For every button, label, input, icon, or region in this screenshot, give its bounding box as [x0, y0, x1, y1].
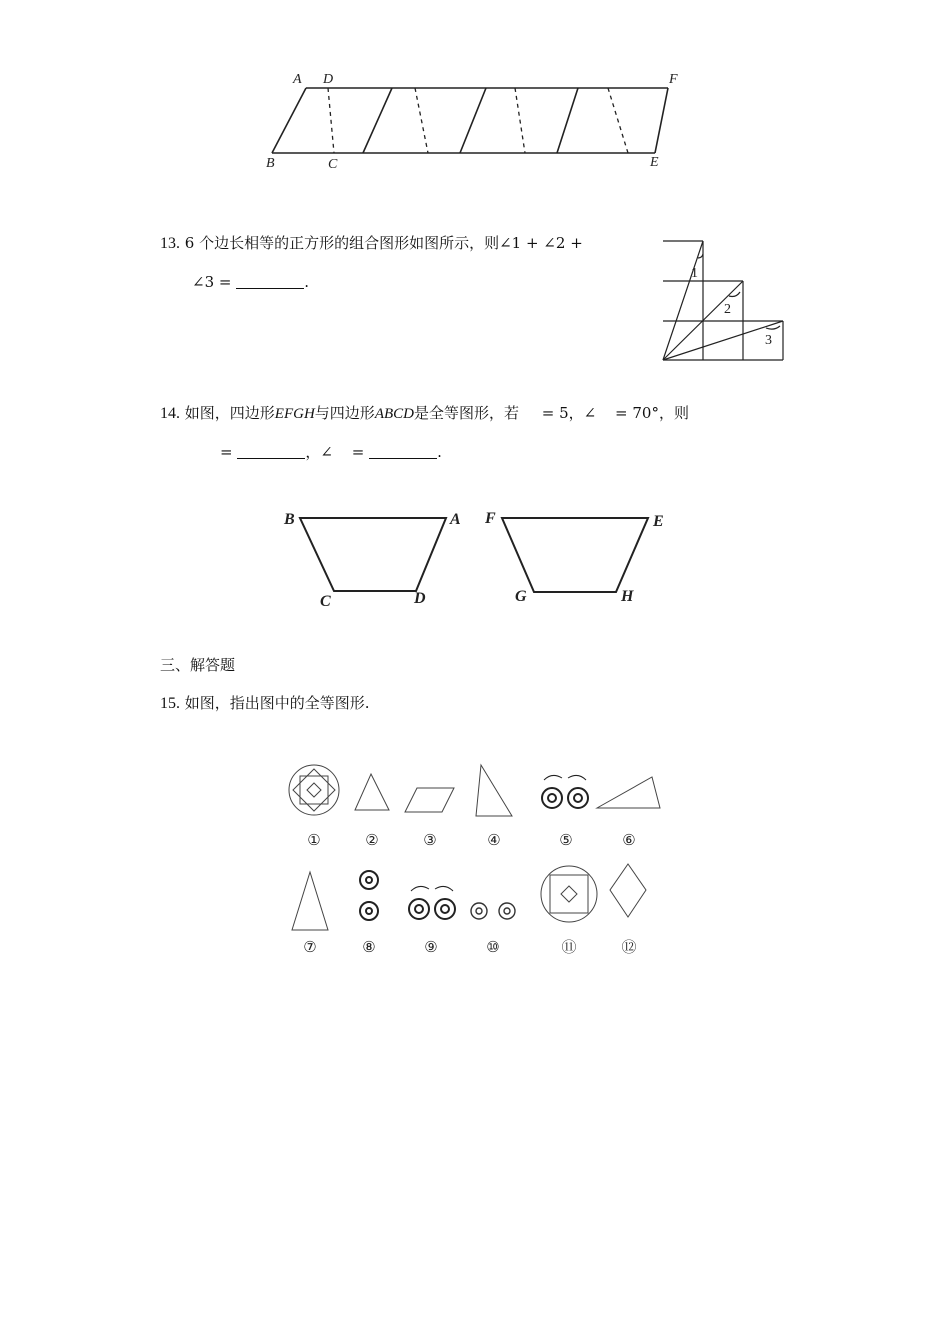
q13-text-line2: ∠3 =: [192, 273, 232, 291]
q14-text-c: 是全等图形，若: [413, 404, 519, 422]
q14-text-a: 如图，四边形: [184, 404, 275, 422]
q14-eq1: =: [220, 443, 233, 461]
shape-label-11: ⑪: [561, 940, 577, 956]
q14-line2: [220, 442, 442, 462]
trap-label-C: C: [320, 593, 331, 610]
label-C: C: [328, 157, 338, 172]
shape-1: [289, 765, 339, 815]
trap-label-E: E: [653, 513, 664, 530]
squares-figure: [658, 236, 788, 366]
q14-text-efgh: EFGH: [274, 406, 315, 422]
angle-1-label: 1: [691, 266, 698, 281]
q13-answer-blank[interactable]: [236, 274, 304, 289]
q14-answer-blank-2[interactable]: [369, 444, 437, 459]
trap-label-D: D: [414, 590, 426, 607]
q13-text-line1: 6 个边长相等的正方形的组合图形如图所示，则∠1 + ∠2 +: [184, 234, 583, 252]
shape-8: [360, 871, 378, 920]
trap-label-G: G: [515, 588, 527, 605]
shape-5: [542, 775, 588, 808]
trap-label-A: A: [450, 511, 461, 528]
q14-line1: [160, 403, 689, 424]
parallelogram-figure: [260, 68, 690, 178]
q14-text-abcd: ABCD: [374, 406, 414, 422]
q14-end: .: [437, 443, 442, 461]
q14-number: 14.: [160, 405, 180, 422]
trapezoids-figure: [278, 502, 678, 614]
shape-label-1: ①: [307, 833, 321, 849]
q13-line1: [160, 233, 583, 254]
shape-12: [610, 864, 646, 917]
q13-line2: [192, 272, 309, 292]
shape-label-2: ②: [365, 833, 379, 849]
shape-label-8: ⑧: [362, 940, 376, 956]
q14-text-b: 与四边形: [314, 404, 375, 422]
shape-label-4: ④: [487, 833, 501, 849]
q14-eq2: =: [351, 443, 365, 461]
q14-sep: ，∠: [305, 443, 333, 461]
label-B: B: [266, 156, 275, 171]
angle-2-label: 2: [724, 302, 731, 317]
shape-11: [541, 866, 597, 922]
shapes-figure: [282, 760, 672, 960]
label-A: A: [293, 72, 302, 87]
shape-label-12: ⑫: [621, 940, 637, 956]
angle-3-label: 3: [765, 333, 772, 348]
q15-text: 如图，指出图中的全等图形.: [184, 694, 370, 712]
shape-label-7: ⑦: [303, 940, 317, 956]
shape-label-10: ⑩: [486, 940, 500, 956]
q14-text-d: = 5，∠: [541, 404, 597, 422]
q14-answer-blank-1[interactable]: [237, 444, 305, 459]
section-title: 三、解答题: [160, 656, 236, 674]
q15-number: 15.: [160, 695, 180, 712]
shape-9: [409, 886, 455, 919]
shape-3: [405, 788, 454, 812]
shape-4: [476, 765, 512, 816]
q13-number: 13.: [160, 235, 180, 252]
shape-label-5: ⑤: [559, 833, 573, 849]
label-F: F: [669, 72, 678, 87]
shape-label-9: ⑨: [424, 940, 438, 956]
shape-2: [355, 774, 389, 810]
shape-6: [597, 777, 660, 808]
label-E: E: [650, 155, 659, 170]
trap-label-F: F: [485, 510, 496, 527]
label-D: D: [323, 72, 334, 87]
trap-label-H: H: [621, 588, 634, 605]
shape-10: [471, 903, 515, 919]
trap-label-B: B: [284, 511, 295, 528]
q13-period: .: [304, 273, 310, 291]
q15-line: [160, 693, 370, 714]
shape-label-6: ⑥: [622, 833, 636, 849]
shape-7: [292, 872, 328, 930]
q14-text-e: = 70°，则: [615, 404, 689, 422]
shape-label-3: ③: [423, 833, 437, 849]
